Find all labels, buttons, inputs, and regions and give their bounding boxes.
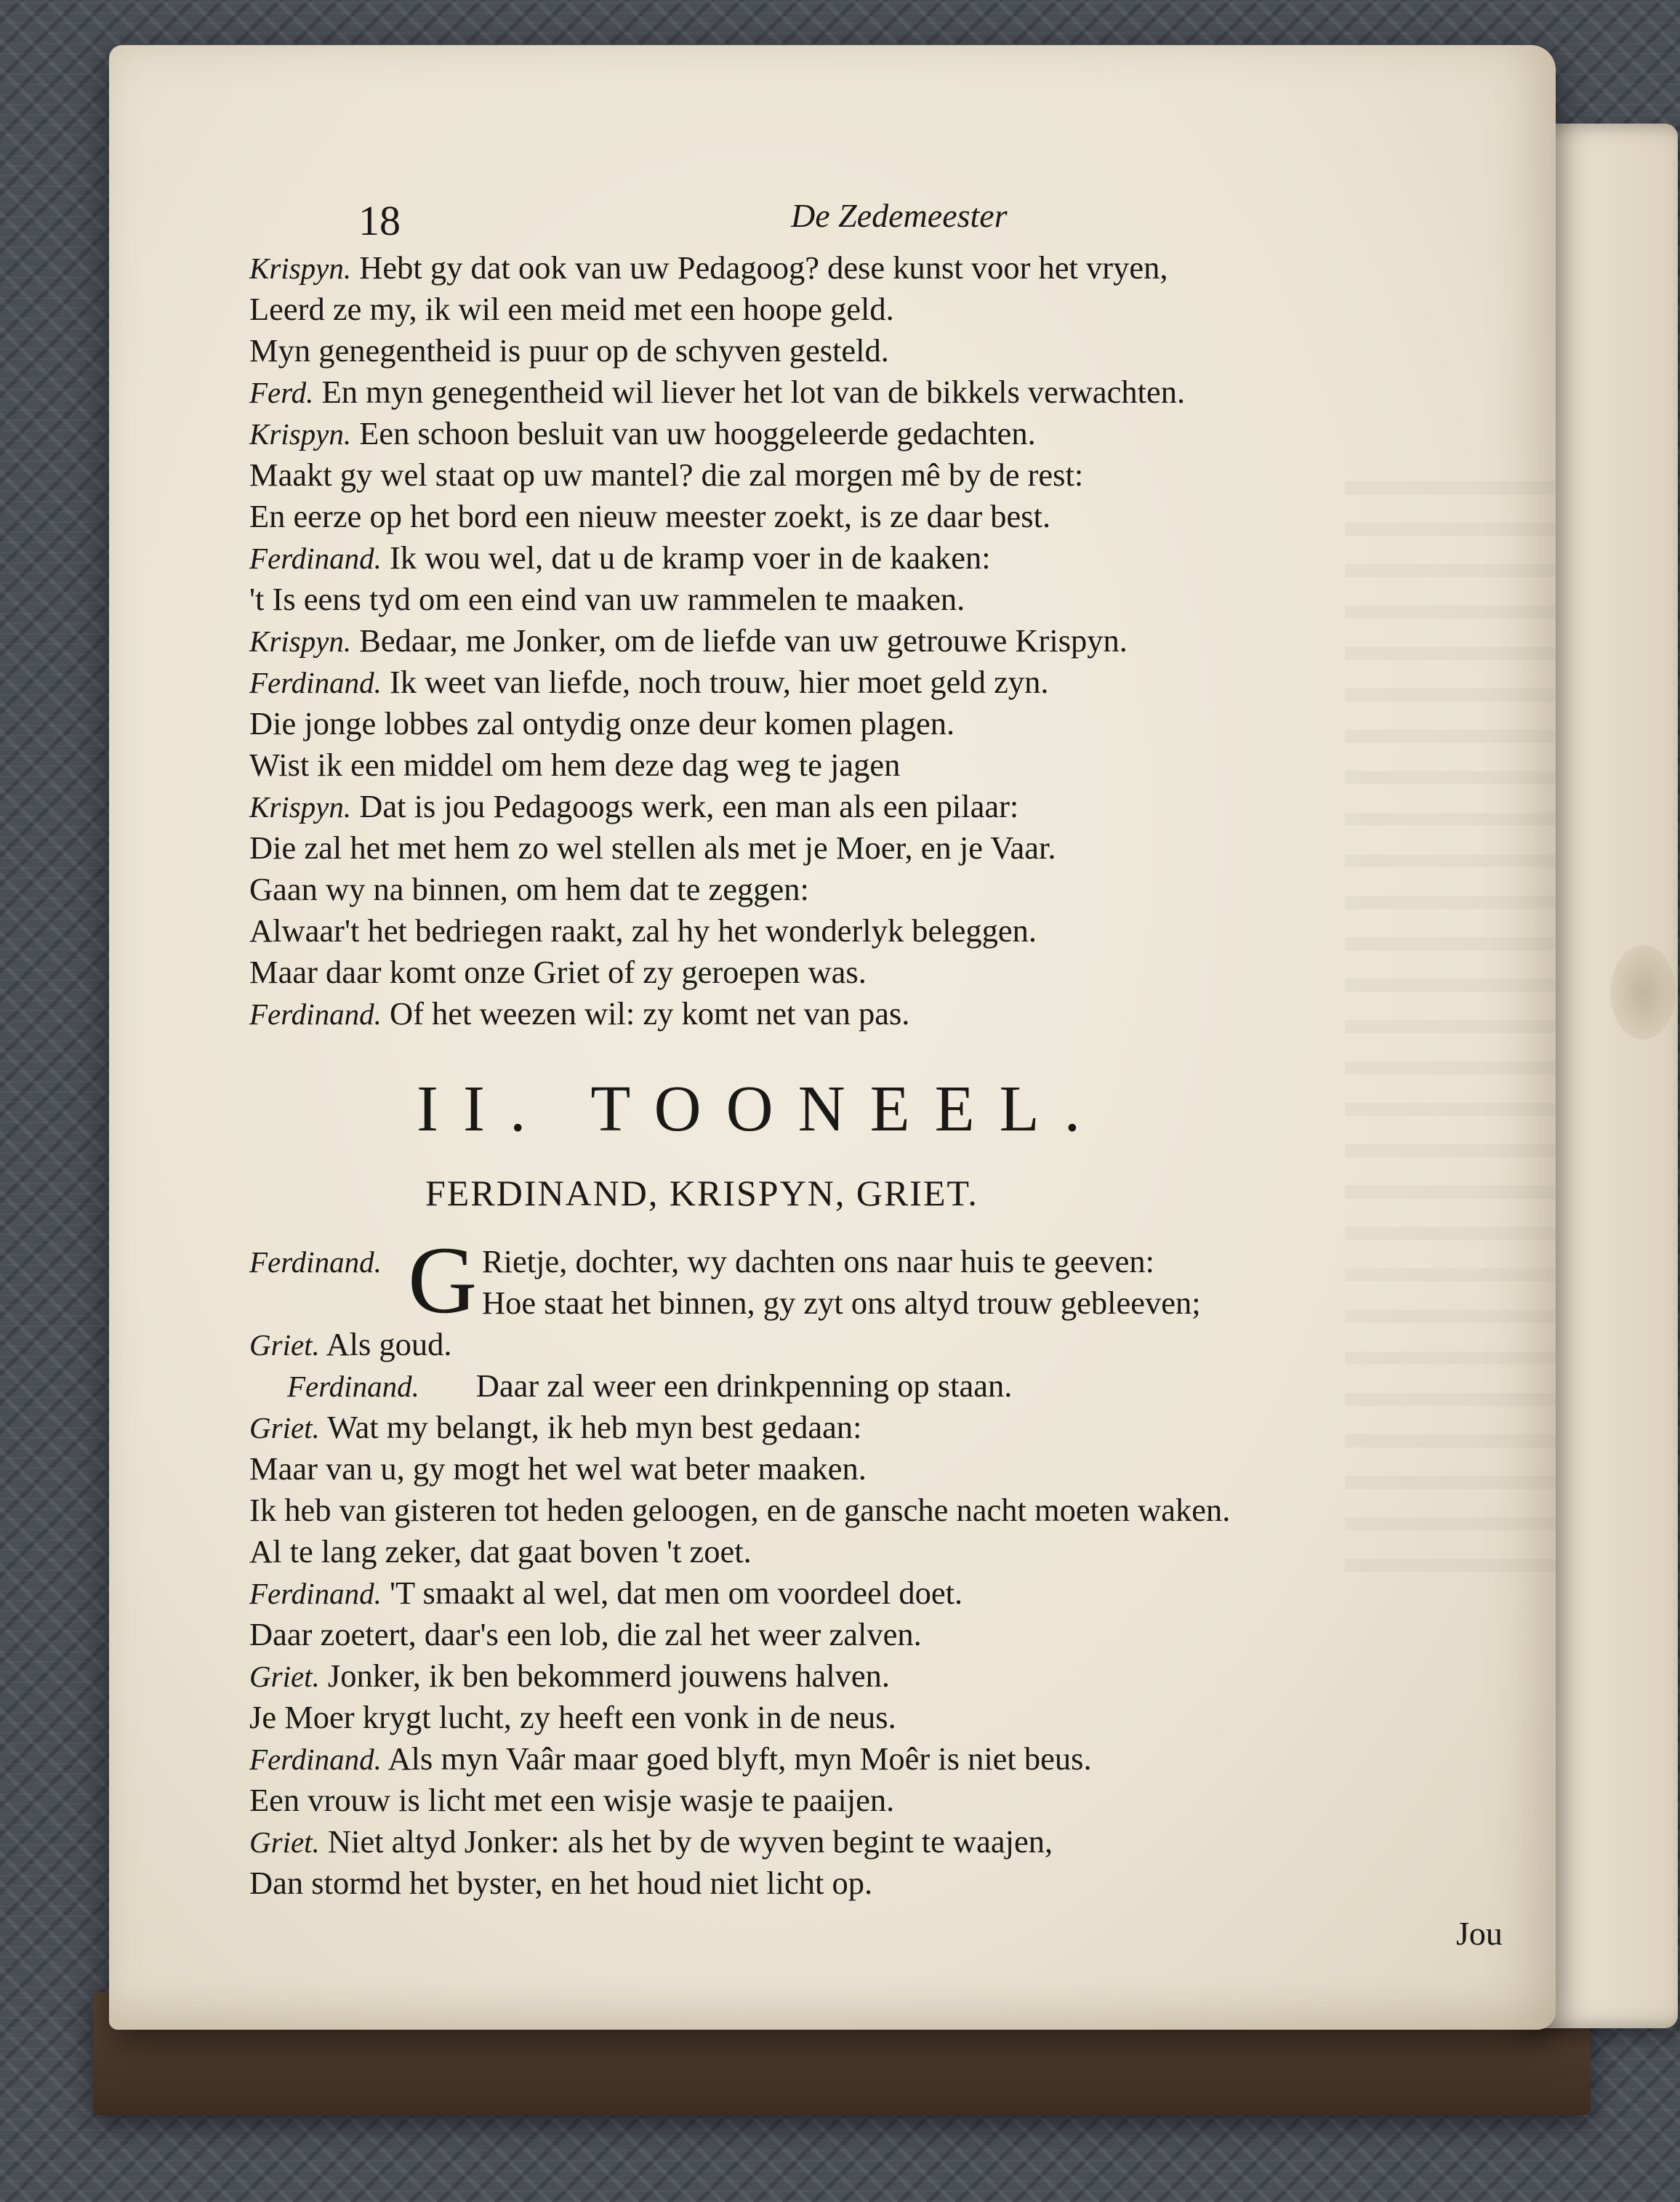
- catchword: Jou: [1456, 1915, 1503, 1952]
- verse-line: [249, 703, 1522, 744]
- verse-line: [249, 537, 1522, 579]
- verse-line: [249, 454, 1522, 496]
- verse-line: [249, 1697, 1522, 1738]
- verse-line: [249, 1655, 1522, 1697]
- line-text: Ik heb van gisteren tot heden geloogen, en de gansche nacht moeten waken.: [249, 1492, 1231, 1528]
- speaker-name: Ferdinand.: [249, 997, 382, 1031]
- running-head: [249, 196, 1522, 247]
- verse-line: [249, 1365, 1522, 1407]
- verse-line: [249, 827, 1522, 869]
- verse-line: [249, 662, 1522, 703]
- verse-line: [249, 744, 1522, 786]
- line-text: Een schoon besluit van uw hooggeleerde gedachten.: [351, 415, 1036, 451]
- speaker-name: Griet.: [249, 1660, 320, 1693]
- verse-line: [249, 993, 1522, 1034]
- verse-line: [249, 579, 1522, 620]
- line-text: Je Moer krygt lucht, zy heeft een vonk in de neus.: [249, 1699, 896, 1735]
- speaker-name: Ferdinand.: [249, 666, 382, 699]
- line-text: Die jonge lobbes zal ontydig onze deur komen plagen.: [249, 705, 955, 742]
- verse-line: [249, 247, 1522, 289]
- line-text: Daar zal weer een drinkpenning op staan.: [419, 1367, 1013, 1404]
- verse-line: [249, 1863, 1522, 1904]
- verse-lines-bottom: [249, 1324, 1522, 1904]
- line-text: Maar daar komt onze Griet of zy geroepen was.: [249, 954, 867, 990]
- line-text: Als myn Vaâr maar goed blyft, myn Moêr is niet beus.: [381, 1740, 1092, 1777]
- scene-title: II. TOONEEL.: [417, 1073, 1106, 1145]
- speaker-name: Krispyn.: [249, 790, 352, 824]
- verse-lines-top: [249, 247, 1522, 1034]
- verse-line: [249, 1448, 1522, 1490]
- line-text: Die zal het met hem zo wel stellen als met je Moer, en je Vaar.: [249, 829, 1056, 866]
- line-text: Hebt gy dat ook van uw Pedagoog? dese kunst voor het vryen,: [351, 249, 1168, 286]
- verse-line: [249, 1780, 1522, 1821]
- verse-line: [249, 620, 1522, 662]
- line-text: Als goud.: [319, 1326, 452, 1362]
- speaker-name: Griet.: [249, 1825, 320, 1859]
- speaker-name: Krispyn.: [249, 417, 352, 451]
- speaker-name: Griet.: [249, 1328, 320, 1362]
- page-text: [249, 196, 1522, 1958]
- line-text: En myn genegentheid wil liever het lot van de bikkels verwachten.: [313, 374, 1186, 410]
- verse-line: [249, 1821, 1522, 1863]
- verse-line: [249, 413, 1522, 454]
- line-text: Gaan wy na binnen, om hem dat te zeggen:: [249, 871, 809, 907]
- line-text: Of het weezen wil: zy komt net van pas.: [381, 995, 910, 1032]
- verse-line: [249, 1614, 1522, 1655]
- drop-cap-block: [249, 1226, 1522, 1333]
- verse-line: [249, 1282, 1522, 1324]
- line-text: Dat is jou Pedagoogs werk, een man als een pilaar:: [351, 788, 1019, 824]
- line-text: Alwaar't het bedriegen raakt, zal hy het wonderlyk beleggen.: [249, 912, 1037, 949]
- scene-characters: FERDINAND, KRISPYN, GRIET.: [425, 1173, 978, 1213]
- speaker-name: Krispyn.: [249, 252, 352, 285]
- line-text: Niet altyd Jonker: als het by de wyven begint te waajen,: [319, 1823, 1053, 1860]
- line-text: Ik wou wel, dat u de kramp voer in de kaaken:: [381, 539, 991, 576]
- verse-line: [249, 289, 1522, 330]
- speaker-name: Krispyn.: [249, 624, 352, 658]
- line-text: En eerze op het bord een nieuw meester zoekt, is ze daar best.: [249, 498, 1051, 534]
- verse-line: [249, 786, 1522, 827]
- line-text: Rietje, dochter, wy dachten ons naar huis te geeven:: [482, 1243, 1154, 1279]
- line-text: Een vrouw is licht met een wisje wasje te paaijen.: [249, 1782, 895, 1818]
- verse-line: [249, 1572, 1522, 1614]
- speaker-name: Ferdinand.: [249, 542, 382, 575]
- line-text: Leerd ze my, ik wil een meid met een hoope geld.: [249, 291, 894, 327]
- line-text: Wat my belangt, ik heb myn best gedaan:: [319, 1409, 862, 1445]
- speaker-name: Ferd.: [249, 376, 314, 409]
- verse-line: [249, 869, 1522, 910]
- verse-line: [249, 910, 1522, 952]
- line-text: Bedaar, me Jonker, om de liefde van uw getrouwe Krispyn.: [351, 622, 1128, 659]
- speaker-name: Ferdinand.: [249, 1245, 382, 1279]
- running-title: De Zedemeester: [791, 197, 1008, 234]
- line-text: Hoe staat het binnen, gy zyt ons altyd trouw gebleeven;: [482, 1285, 1201, 1321]
- drop-cap-initial: G: [408, 1226, 478, 1333]
- line-text: 'T smaakt al wel, dat men om voordeel doet.: [381, 1575, 963, 1611]
- speaker-name: Ferdinand.: [249, 1743, 382, 1776]
- verse-line: [249, 496, 1522, 537]
- line-text: Daar zoetert, daar's een lob, die zal het weer zalven.: [249, 1616, 922, 1652]
- line-text: Ik weet van liefde, noch trouw, hier moet geld zyn.: [381, 664, 1049, 700]
- line-text: Wist ik een middel om hem deze dag weg te jagen: [249, 747, 901, 783]
- line-text: Maar van u, gy mogt het wel wat beter maaken.: [249, 1450, 867, 1487]
- speaker-name: Ferdinand.: [249, 1577, 382, 1610]
- verse-line: [249, 371, 1522, 413]
- paper-stain: [1610, 945, 1676, 1040]
- line-text: Jonker, ik ben bekommerd jouwens halven.: [319, 1657, 891, 1694]
- verse-line: [249, 1738, 1522, 1780]
- verse-line: [249, 1407, 1522, 1448]
- speaker-name: Griet.: [249, 1411, 320, 1444]
- verse-line: [249, 1490, 1522, 1531]
- line-text: 't Is eens tyd om een eind van uw rammelen te maaken.: [249, 581, 965, 617]
- line-text: Myn genegentheid is puur op de schyven gesteld.: [249, 332, 889, 369]
- verse-line: [249, 1531, 1522, 1572]
- page-number: 18: [358, 197, 401, 244]
- verse-line: [249, 952, 1522, 993]
- verse-line: [249, 330, 1522, 371]
- speaker-name: Ferdinand.: [287, 1370, 419, 1403]
- line-text: Dan stormd het byster, en het houd niet licht op.: [249, 1865, 873, 1901]
- line-text: Maakt gy wel staat op uw mantel? die zal morgen mê by de rest:: [249, 457, 1084, 493]
- line-text: Al te lang zeker, dat gaat boven 't zoet.: [249, 1533, 752, 1570]
